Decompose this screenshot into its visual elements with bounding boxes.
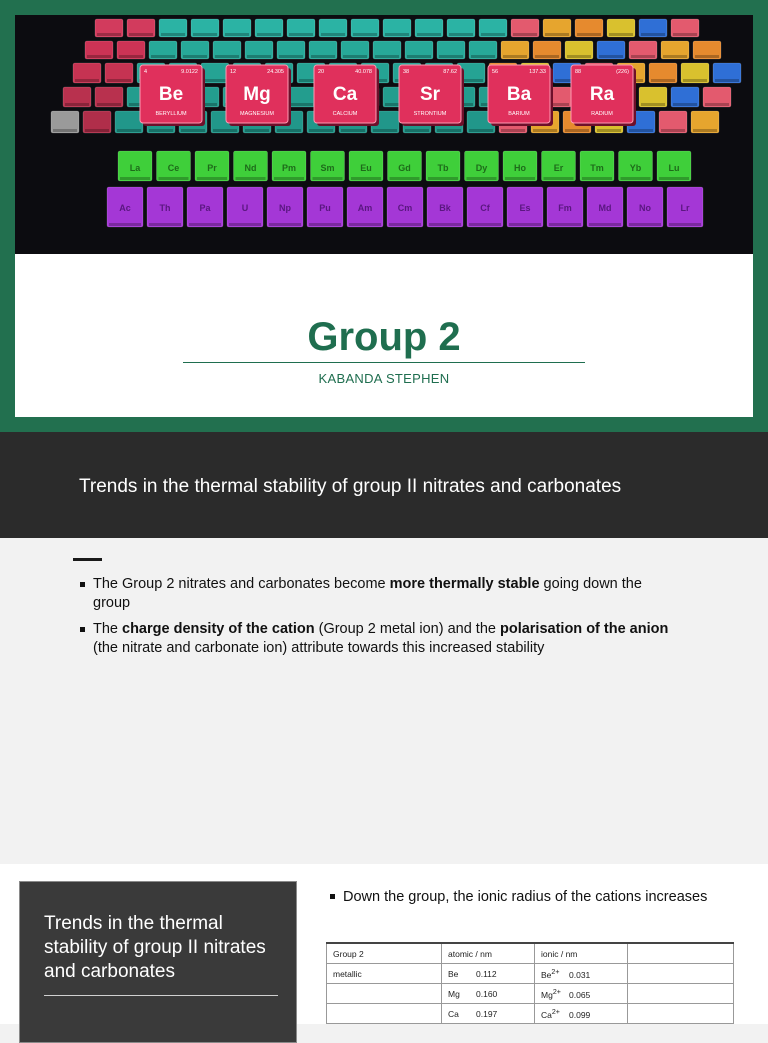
- element-block-shade: [97, 103, 121, 106]
- element-block-shade: [277, 129, 301, 132]
- actinide-block-shade: [629, 223, 661, 226]
- element-block-shade: [641, 103, 665, 106]
- element-block-shade: [481, 33, 505, 36]
- element-symbol: Be: [158, 84, 184, 105]
- element-block-shade: [565, 129, 589, 132]
- element-block-shade: [215, 55, 239, 58]
- element-block-shade: [343, 55, 367, 58]
- element-name: MAGNESIUM: [240, 111, 274, 117]
- table-header: atomic / nm: [442, 943, 535, 964]
- element-block-shade: [651, 79, 675, 82]
- element-block-shade: [97, 33, 121, 36]
- element-block-shade: [673, 103, 697, 106]
- actinide-block-shade: [589, 223, 621, 226]
- element-block-shade: [609, 33, 633, 36]
- actinide-symbol: Fm: [558, 203, 572, 213]
- element-name: RADIUM: [591, 111, 613, 117]
- ion-symbol: [541, 1008, 569, 1020]
- table-cell: [535, 964, 628, 984]
- bullet-emphasis: more thermally stable: [389, 576, 540, 592]
- element-name: BERYLLIUM: [155, 111, 187, 117]
- element-block-shade: [289, 33, 313, 36]
- lanthanide-symbol: Gd: [398, 163, 411, 173]
- actinide-symbol: Pu: [319, 203, 331, 213]
- element-block-shade: [353, 33, 377, 36]
- table-row: [327, 964, 734, 984]
- actinide-block-shade: [549, 223, 581, 226]
- element-block-shade: [247, 55, 271, 58]
- atomic-radius: 0.197: [476, 1008, 498, 1019]
- ion-element: Be: [541, 969, 552, 980]
- element-block-shade: [119, 55, 143, 58]
- atomic-mass: (226): [616, 69, 629, 75]
- lanthanide-block-shade: [351, 177, 381, 180]
- bullet-item: Down the group, the ionic radius of the cations increases: [330, 888, 713, 906]
- element-name: CALCIUM: [332, 111, 358, 117]
- table-cell: [442, 964, 535, 984]
- actinide-symbol: Bk: [439, 203, 451, 213]
- atomic-number: 38: [403, 69, 410, 75]
- periodic-table-illustration: [15, 15, 753, 254]
- actinide-symbol: No: [639, 203, 651, 213]
- element-symbol: Ca: [332, 84, 358, 105]
- atomic-number: 56: [492, 69, 499, 75]
- element-block-shade: [661, 129, 685, 132]
- element-block-shade: [405, 129, 429, 132]
- element-block-shade: [513, 33, 537, 36]
- element-block-shade: [203, 79, 227, 82]
- element-block-shade: [309, 129, 333, 132]
- lanthanide-symbol: Er: [553, 163, 564, 173]
- element-block-shade: [385, 33, 409, 36]
- slide-title-band: [0, 432, 768, 538]
- actinide-symbol: Cf: [480, 203, 490, 213]
- bullet-text: The Group 2 nitrates and carbonates become: [93, 576, 390, 592]
- lanthanide-block-shade: [505, 177, 535, 180]
- title-divider: [183, 362, 585, 363]
- lanthanide-symbol: Nd: [244, 163, 257, 173]
- actinide-symbol: Es: [519, 203, 531, 213]
- ion-charge: 2+: [551, 1007, 560, 1016]
- lanthanide-block-shade: [659, 177, 689, 180]
- actinide-block-shade: [109, 223, 141, 226]
- element-block-shade: [673, 33, 697, 36]
- lanthanide-block-shade: [159, 177, 189, 180]
- lanthanide-block-shade: [544, 177, 574, 180]
- lanthanide-block-shade: [313, 177, 343, 180]
- element-block-shade: [129, 33, 153, 36]
- element-block-shade: [289, 103, 313, 106]
- table-cell: [628, 943, 734, 964]
- table-row: [327, 984, 734, 1004]
- bullet-list: [80, 575, 680, 665]
- actinide-block-shade: [229, 223, 261, 226]
- bullet-item: [80, 620, 680, 658]
- lanthanide-block-shade: [390, 177, 420, 180]
- element-block-shade: [503, 55, 527, 58]
- lanthanide-symbol: Tm: [590, 163, 604, 173]
- element-symbol: Ca: [448, 1008, 459, 1019]
- ion-symbol: [541, 988, 569, 1000]
- periodic-table-image: [15, 15, 753, 254]
- lanthanide-symbol: Lu: [668, 163, 680, 173]
- presentation-title: Group 2: [307, 315, 461, 359]
- actinide-block-shade: [269, 223, 301, 226]
- element-symbol: Ba: [506, 84, 532, 105]
- actinide-block-shade: [189, 223, 221, 226]
- element-block-shade: [149, 129, 173, 132]
- atomic-number: 4: [144, 69, 148, 75]
- atomic-number: 88: [575, 69, 582, 75]
- actinide-symbol: Ac: [119, 203, 131, 213]
- element-block-shade: [225, 33, 249, 36]
- element-block-shade: [439, 55, 463, 58]
- lanthanide-symbol: Pr: [207, 163, 217, 173]
- lanthanide-symbol: Dy: [475, 163, 488, 173]
- ion-charge: 2+: [552, 987, 561, 996]
- bullet-text: going down the group: [93, 576, 642, 611]
- table-header: Group 2: [327, 943, 442, 964]
- element-block-shade: [599, 55, 623, 58]
- element-block-shade: [641, 33, 665, 36]
- atomic-mass: 137.33: [529, 69, 546, 75]
- element-block-shade: [629, 129, 653, 132]
- table-cell: [628, 984, 734, 1004]
- lanthanide-block-shade: [274, 177, 304, 180]
- element-block-shade: [469, 129, 493, 132]
- atomic-mass: 9.0122: [181, 69, 198, 75]
- actinide-symbol: Th: [159, 203, 171, 213]
- element-block-shade: [107, 79, 131, 82]
- element-block-shade: [715, 79, 739, 82]
- lanthanide-block-shade: [621, 177, 651, 180]
- atomic-number: 20: [318, 69, 325, 75]
- lanthanide-block-shade: [467, 177, 497, 180]
- table-cell: [628, 1004, 734, 1024]
- accent-dash: [73, 558, 102, 561]
- element-block-shade: [373, 129, 397, 132]
- ion-charge: 2+: [551, 967, 560, 976]
- element-block-shade: [193, 33, 217, 36]
- ionic-radius: 0.065: [569, 989, 591, 1000]
- element-block-shade: [631, 55, 655, 58]
- element-block-shade: [65, 103, 89, 106]
- element-block-shade: [213, 129, 237, 132]
- element-block-shade: [449, 33, 473, 36]
- table-cell: [628, 964, 734, 984]
- lanthanide-symbol: Eu: [360, 163, 372, 173]
- lanthanide-symbol: Ce: [167, 163, 180, 173]
- lanthanide-symbol: Yb: [629, 163, 642, 173]
- element-name: BARIUM: [508, 111, 530, 117]
- element-block-shade: [683, 79, 707, 82]
- actinide-symbol: U: [241, 203, 249, 213]
- lanthanide-symbol: Sm: [320, 163, 335, 173]
- lanthanide-block-shade: [582, 177, 612, 180]
- actinide-symbol: Lr: [680, 203, 690, 213]
- atomic-mass: 87.62: [443, 69, 457, 75]
- element-block-shade: [161, 33, 185, 36]
- actinide-block-shade: [149, 223, 181, 226]
- bullet-text: The: [93, 621, 123, 637]
- title-slide-content: [15, 15, 753, 417]
- actinide-symbol: Am: [357, 203, 373, 213]
- radius-table: [326, 942, 734, 1024]
- atomic-number: 12: [230, 69, 237, 75]
- atomic-radius: 0.112: [476, 968, 497, 979]
- table-cell: [327, 1004, 442, 1024]
- element-name: STRONTIUM: [413, 111, 447, 117]
- element-block-shade: [597, 129, 621, 132]
- section-title: Trends in the thermal stability of group II nitrates and carbonates: [44, 913, 266, 982]
- element-symbol: Be: [448, 968, 459, 979]
- table-cell: [535, 1004, 628, 1024]
- ionic-radius: 0.031: [569, 969, 591, 980]
- slide-title: Trends in the thermal stability of group II nitrates and carbonates: [79, 476, 622, 497]
- table-cell: metallic: [327, 964, 442, 984]
- element-block-shade: [545, 33, 569, 36]
- element-block-shade: [245, 129, 269, 132]
- element-block-shade: [279, 55, 303, 58]
- atomic-mass: 40.078: [355, 69, 372, 75]
- actinide-block-shade: [389, 223, 421, 226]
- element-block-shade: [535, 55, 559, 58]
- table-header: ionic / nm: [535, 943, 628, 964]
- lanthanide-symbol: La: [129, 163, 141, 173]
- element-symbol: Ra: [589, 84, 615, 105]
- actinide-block-shade: [469, 223, 501, 226]
- element-block-shade: [663, 55, 687, 58]
- element-block-shade: [87, 55, 111, 58]
- element-block-shade: [417, 33, 441, 36]
- element-block-shade: [375, 55, 399, 58]
- element-block-shade: [117, 129, 141, 132]
- table-row: [327, 1004, 734, 1024]
- element-block-shade: [695, 55, 719, 58]
- element-symbol: Mg: [448, 988, 460, 999]
- presentation-author: KABANDA STEPHEN: [318, 371, 450, 386]
- lanthanide-block-shade: [197, 177, 227, 180]
- element-block-shade: [311, 55, 335, 58]
- section-divider: [44, 995, 278, 996]
- element-block-shade: [53, 129, 77, 132]
- atomic-mass: 24.305: [267, 69, 284, 75]
- element-block-shade: [321, 33, 345, 36]
- section-title-box: [19, 881, 297, 1043]
- element-block-shade: [705, 103, 729, 106]
- title-slide: [0, 0, 768, 432]
- element-block-shade: [75, 79, 99, 82]
- table-header-row: [327, 943, 734, 964]
- element-block-shade: [501, 129, 525, 132]
- ion-element: Mg: [541, 989, 553, 1000]
- bullet-text: (the nitrate and carbonate ion) attribute towards this increased stability: [93, 640, 545, 656]
- element-block-shade: [181, 129, 205, 132]
- element-block-shade: [407, 55, 431, 58]
- element-block-shade: [437, 129, 461, 132]
- bullet-item: [80, 575, 680, 613]
- actinide-block-shade: [509, 223, 541, 226]
- table-cell: [442, 984, 535, 1004]
- element-block-shade: [183, 55, 207, 58]
- element-block-shade: [85, 129, 109, 132]
- ion-symbol: [541, 968, 569, 980]
- actinide-symbol: Pa: [199, 203, 211, 213]
- actinide-block-shade: [309, 223, 341, 226]
- lanthanide-symbol: Tb: [437, 163, 449, 173]
- element-block-shade: [151, 55, 175, 58]
- ionic-radius-slide: [0, 864, 768, 1024]
- bullet-emphasis: polarisation of the anion: [499, 621, 669, 637]
- actinide-block-shade: [349, 223, 381, 226]
- element-block-shade: [533, 129, 557, 132]
- lanthanide-block-shade: [236, 177, 266, 180]
- bullet-text: (Group 2 metal ion) and the: [314, 621, 500, 637]
- table-cell: [535, 984, 628, 1004]
- element-symbol: Sr: [419, 84, 441, 105]
- element-block-shade: [577, 33, 601, 36]
- ionic-radius: 0.099: [569, 1009, 591, 1020]
- element-block-shade: [471, 55, 495, 58]
- actinide-symbol: Np: [279, 203, 291, 213]
- element-block-shade: [257, 33, 281, 36]
- lanthanide-symbol: Pm: [281, 163, 297, 173]
- table-cell: [327, 984, 442, 1004]
- bullet-emphasis: charge density of the cation: [122, 621, 315, 637]
- ion-element: Ca: [541, 1009, 552, 1020]
- lanthanide-symbol: Ho: [514, 163, 526, 173]
- actinide-symbol: Cm: [397, 203, 413, 213]
- lanthanide-block-shade: [120, 177, 150, 180]
- actinide-symbol: Md: [598, 203, 612, 213]
- element-block-shade: [567, 55, 591, 58]
- trends-slide: [0, 432, 768, 864]
- atomic-radius: 0.160: [476, 988, 498, 999]
- actinide-block-shade: [669, 223, 701, 226]
- table-cell: [442, 1004, 535, 1024]
- element-block-shade: [693, 129, 717, 132]
- lanthanide-block-shade: [428, 177, 458, 180]
- element-symbol: Mg: [243, 84, 271, 105]
- actinide-block-shade: [429, 223, 461, 226]
- element-block-shade: [341, 129, 365, 132]
